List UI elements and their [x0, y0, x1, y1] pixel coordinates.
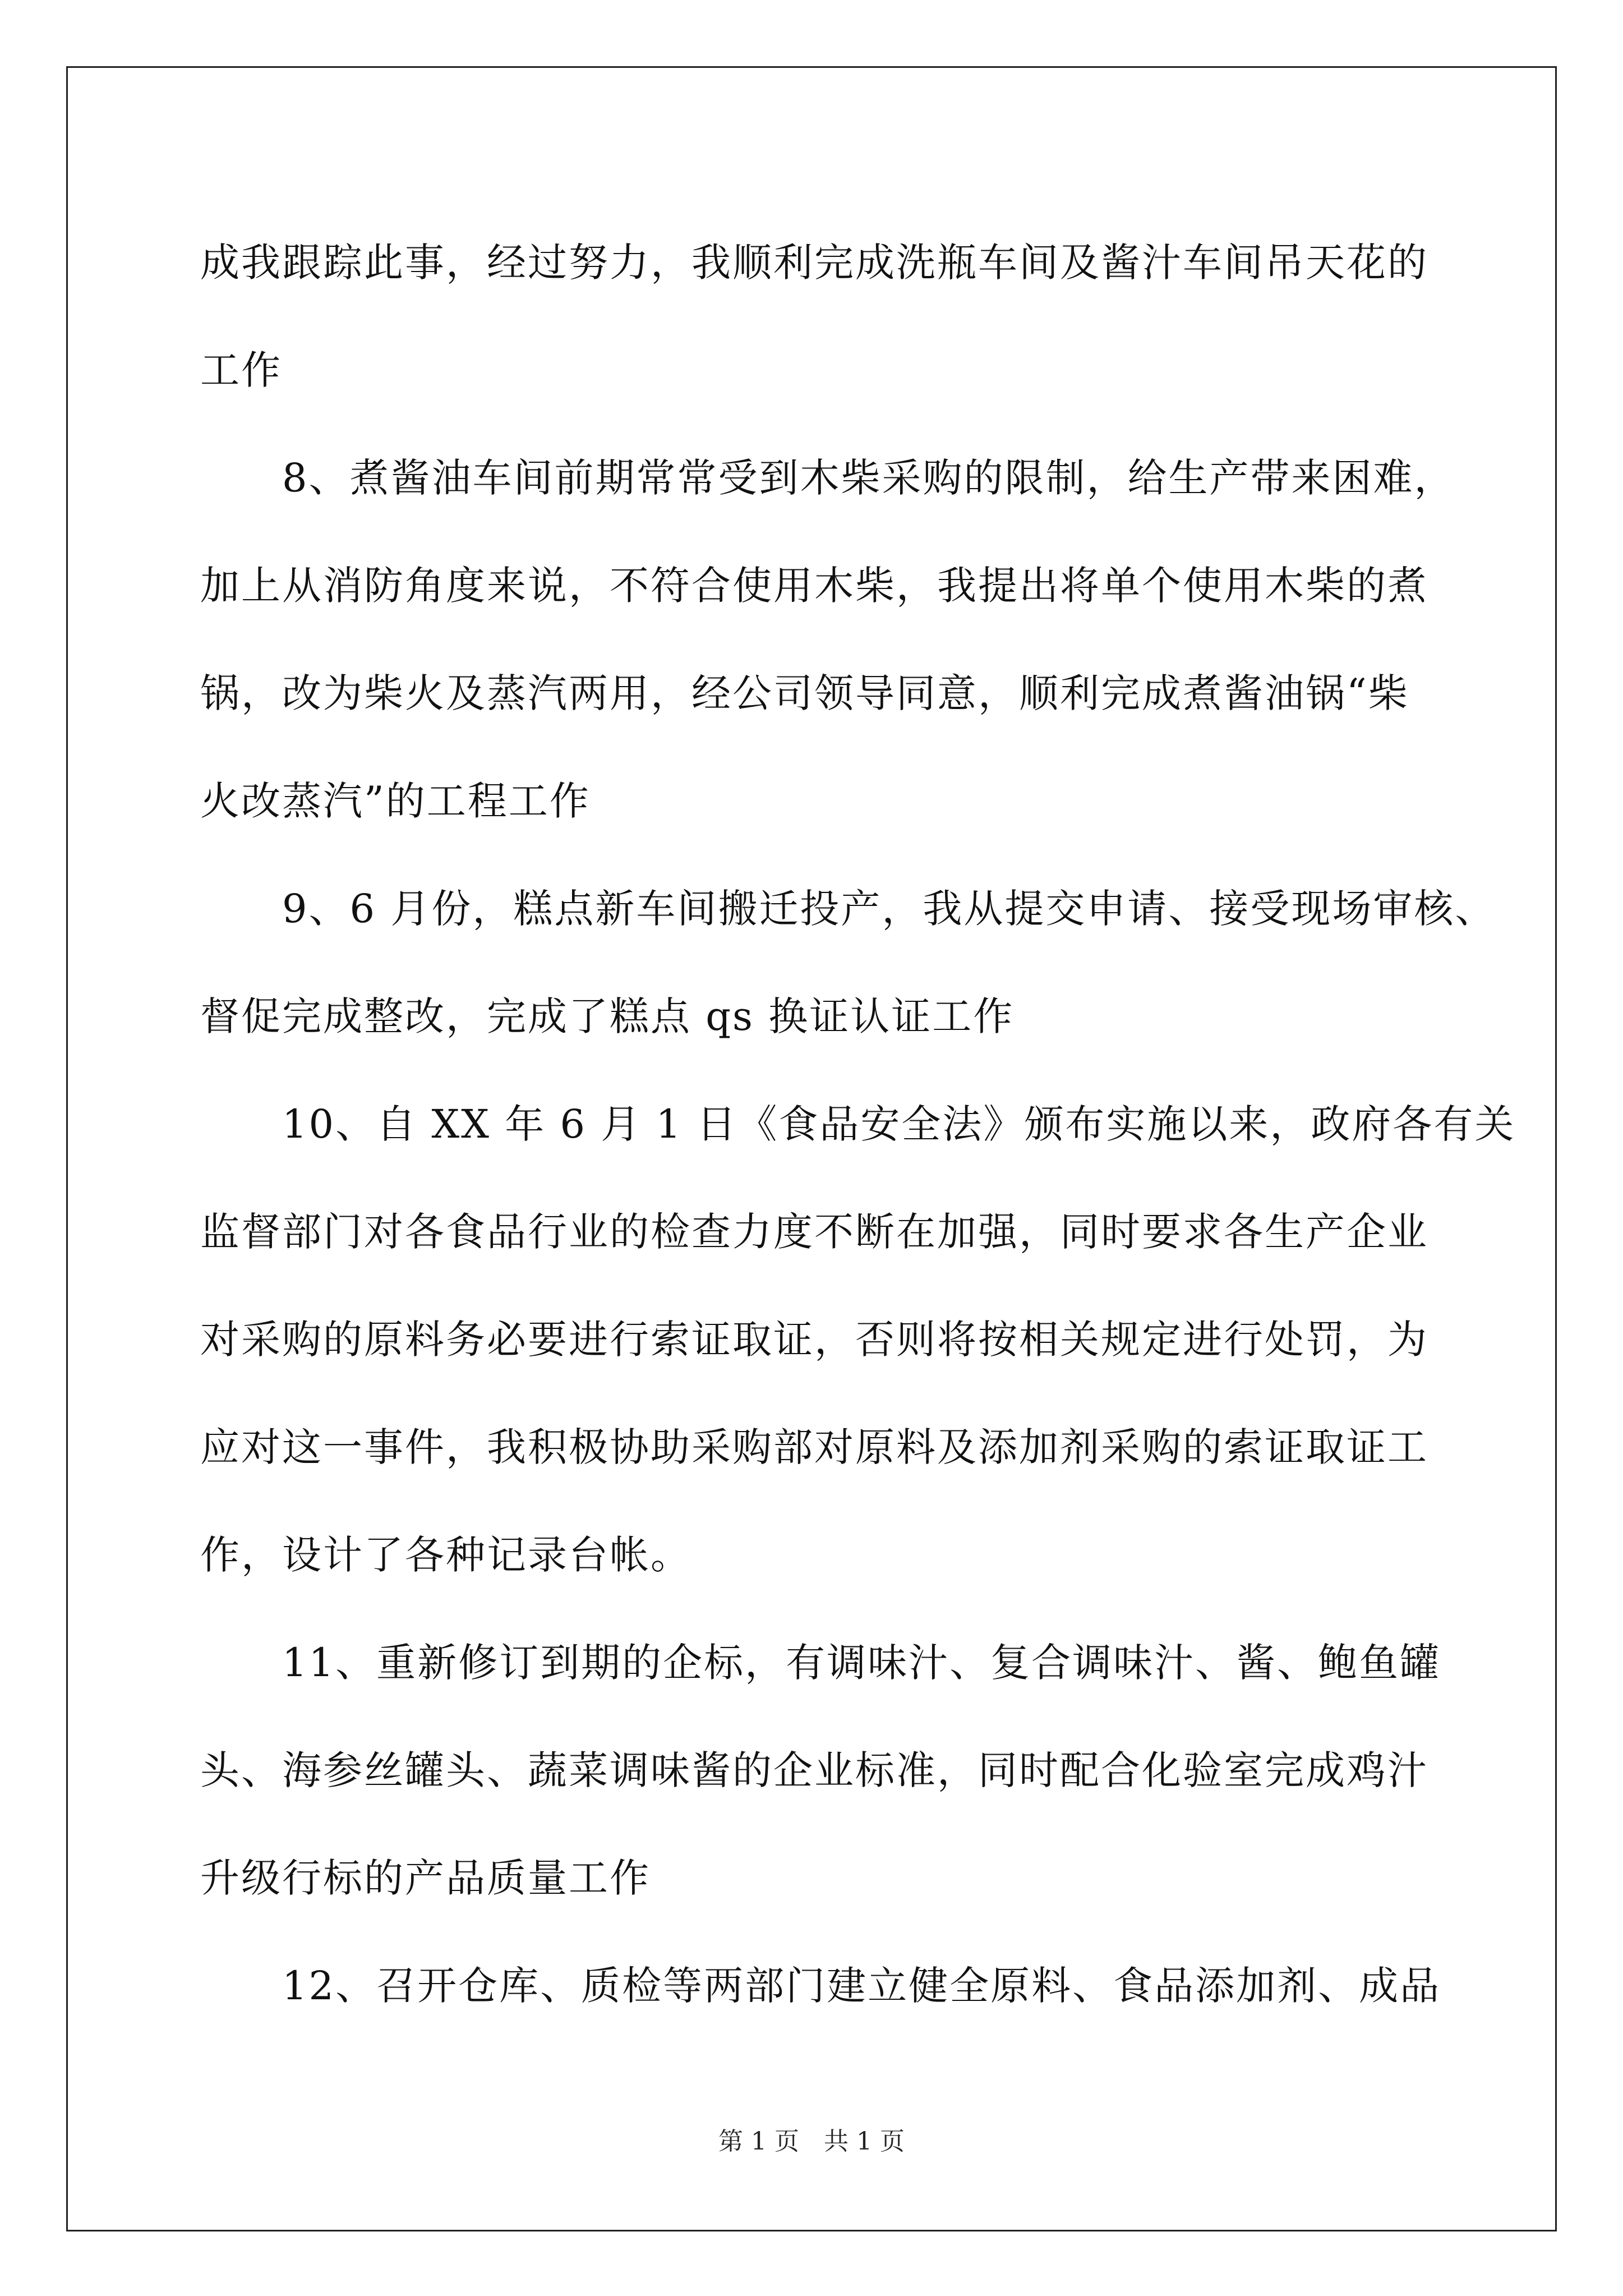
- text-line: 升级行标的产品质量工作: [200, 1855, 651, 1901]
- text-line: 8、煮酱油车间前期常常受到木柴采购的限制，给生产带来困难，: [200, 455, 1455, 501]
- text-line: 11、重新修订到期的企标，有调味汁、复合调味汁、酱、鲍鱼罐: [200, 1640, 1441, 1686]
- text-line: 火改蒸汽”的工程工作: [200, 778, 591, 824]
- text-line: 作，设计了各种记录台帐。: [200, 1532, 691, 1578]
- text-line: 督促完成整改，完成了糕点 qs 换证认证工作: [200, 993, 1015, 1039]
- text-line: 9、6 月份，糕点新车间搬迁投产，我从提交申请、接受现场审核、: [200, 886, 1496, 932]
- text-line: 工作: [200, 347, 282, 393]
- page-footer: 第 1 页 共 1 页: [718, 2127, 905, 2156]
- text-line: 监督部门对各食品行业的检查力度不断在加强，同时要求各生产企业: [200, 1209, 1428, 1255]
- text-line: 对采购的原料务必要进行索证取证，否则将按相关规定进行处罚，为: [200, 1317, 1428, 1363]
- text-line: 成我跟踪此事，经过努力，我顺利完成洗瓶车间及酱汁车间吊天花的: [200, 240, 1428, 286]
- text-line: 10、自 XX 年 6 月 1 日《食品安全法》颁布实施以来，政府各有关: [200, 1101, 1516, 1147]
- text-line: 加上从消防角度来说，不符合使用木柴，我提出将单个使用木柴的煮: [200, 563, 1428, 609]
- text-line: 应对这一事件，我积极协助采购部对原料及添加剂采购的索证取证工: [200, 1424, 1428, 1470]
- text-line: 锅，改为柴火及蒸汽两用，经公司领导同意，顺利完成煮酱油锅“柴: [200, 670, 1409, 716]
- document-body: [200, 209, 1516, 2040]
- text-line: 12、召开仓库、质检等两部门建立健全原料、食品添加剂、成品: [200, 1963, 1441, 2009]
- text-line: 头、海参丝罐头、蔬菜调味酱的企业标准，同时配合化验室完成鸡汁: [200, 1747, 1428, 1793]
